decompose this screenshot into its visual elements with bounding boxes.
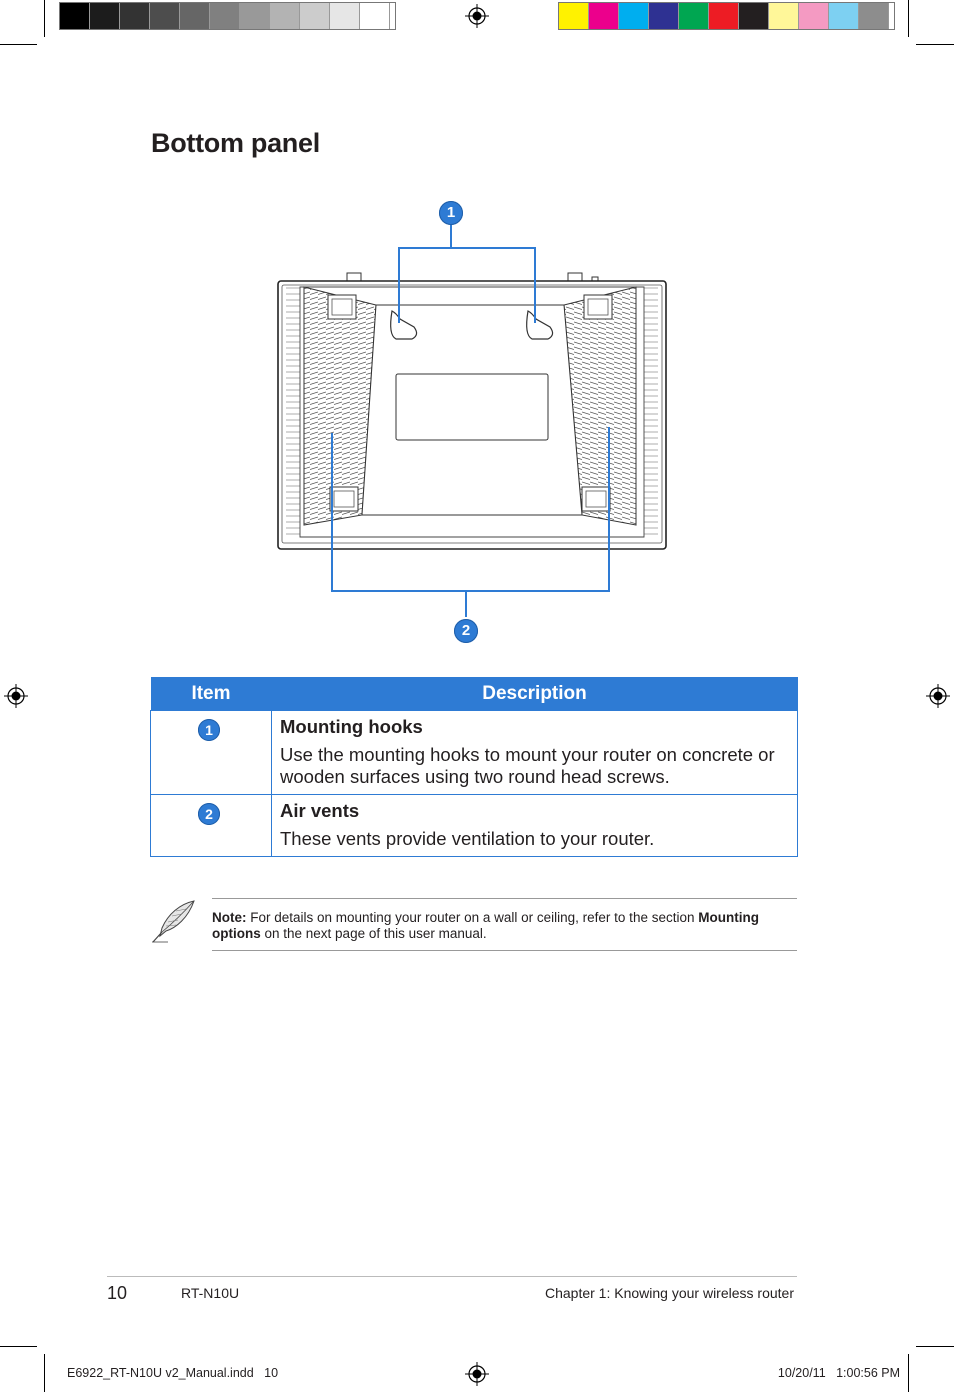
item-description: These vents provide ventilation to your router. [280,828,655,849]
column-header-item: Item [151,677,272,711]
note-label: Note: [212,910,247,925]
color-swatch [829,3,859,29]
color-swatch [859,3,889,29]
crop-mark [908,1354,909,1392]
registration-mark-icon [465,4,489,28]
description-cell [272,711,798,795]
note-body: For details on mounting your router on a wall or ceiling, refer to the section [246,910,699,925]
registration-mark-icon [926,684,950,708]
color-swatch [739,3,769,29]
slug-timestamp: 10/20/11 1:00:56 PM [777,1366,900,1380]
item-name: Mounting hooks [280,716,423,737]
color-swatch [559,3,589,29]
color-swatch [360,3,390,29]
color-swatch [60,3,90,29]
footer-chapter: Chapter 1: Knowing your wireless router [544,1285,794,1301]
crop-mark [0,44,37,45]
note-link-text: Mounting options [212,910,759,941]
color-swatch [210,3,240,29]
feather-quill-icon [150,898,198,946]
color-swatch [180,3,210,29]
table-row [151,711,798,795]
crop-mark [908,0,909,37]
color-swatch [240,3,270,29]
note-text [212,910,797,941]
router-bottom-illustration [270,195,680,645]
table-header-row [151,677,798,711]
item-name: Air vents [280,800,360,821]
slug-filename: E6922_RT-N10U v2_Manual.indd 10 [67,1366,279,1380]
color-swatch [649,3,679,29]
description-table [150,677,798,857]
crop-mark [44,0,45,37]
color-swatch [769,3,799,29]
callout-badge-1: 1 [439,201,463,225]
color-swatch [799,3,829,29]
registration-mark-icon [465,1362,489,1386]
color-swatch [300,3,330,29]
color-swatch [619,3,649,29]
item-description: Use the mounting hooks to mount your router on concrete or wooden surfaces using two round head screws. [280,744,775,787]
table-row [151,795,798,857]
process-color-bar [558,2,895,30]
color-swatch [120,3,150,29]
page-number: 10 [107,1283,128,1303]
color-swatch [270,3,300,29]
column-header-description: Description [272,677,798,711]
color-swatch [679,3,709,29]
page-title: Bottom panel [151,128,320,158]
color-swatch [330,3,360,29]
item-badge-1: 1 [198,719,220,741]
item-badge-2: 2 [198,803,220,825]
crop-mark [916,44,954,45]
crop-mark [916,1346,954,1347]
note-top-rule [212,898,797,899]
callout-badge-2: 2 [454,619,478,643]
description-cell [272,795,798,857]
color-swatch [709,3,739,29]
crop-mark [44,1354,45,1392]
registration-mark-icon [4,684,28,708]
item-cell [151,711,272,795]
color-swatch [589,3,619,29]
item-cell [151,795,272,857]
color-swatch [150,3,180,29]
color-swatch [90,3,120,29]
crop-mark [0,1346,37,1347]
footer-model: RT-N10U [181,1285,240,1301]
grayscale-color-bar [59,2,396,30]
footer-rule [107,1276,797,1277]
note-bottom-rule [212,950,797,951]
note-body-end: on the next page of this user manual. [260,925,487,941]
